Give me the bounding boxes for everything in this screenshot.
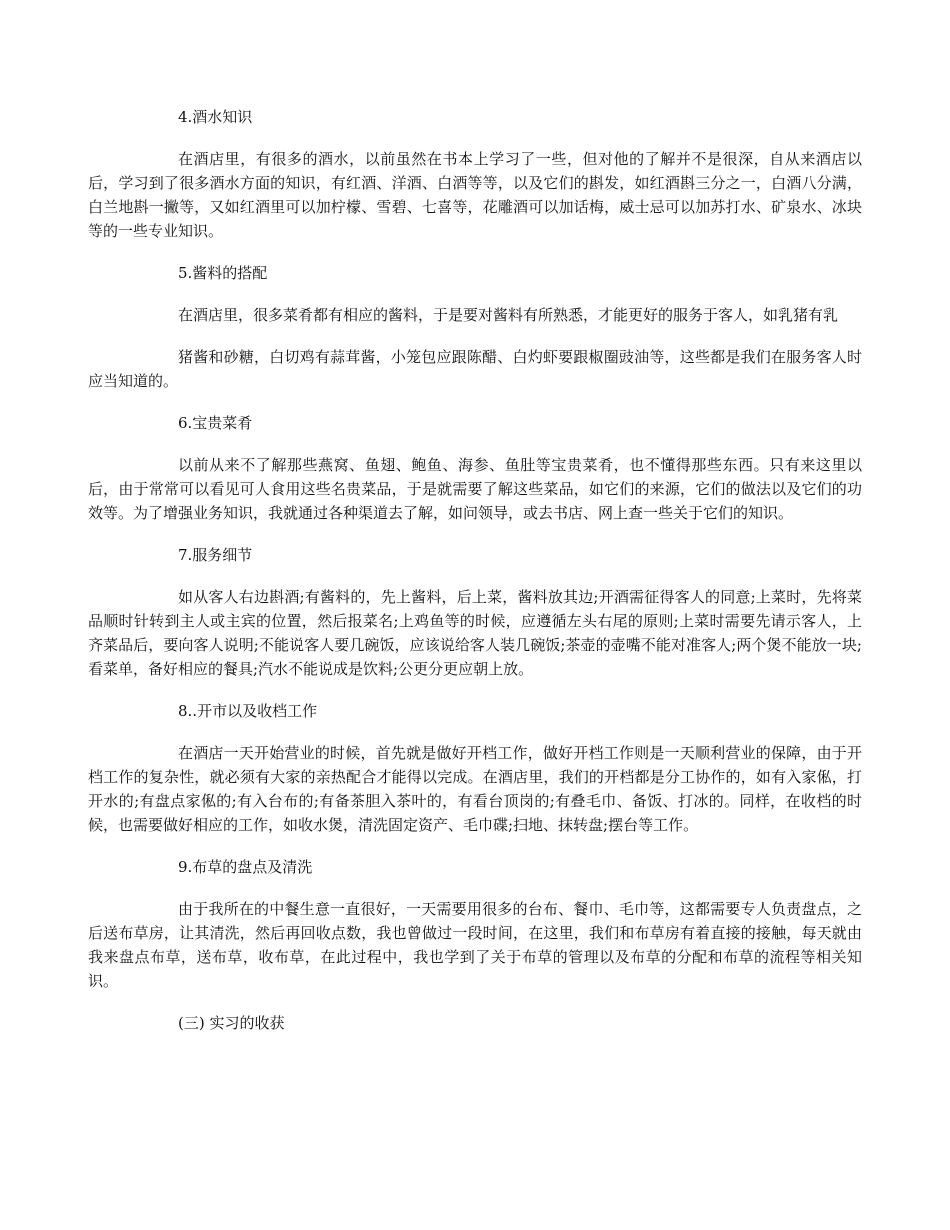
paragraph: 由于我所在的中餐生意一直很好，一天需要用很多的台布、餐巾、毛巾等，这都需要专人负责盘点，之后送布草房，让其清洗，然后再回收点数，我也曾做过一段时间，在这里，我们和布草房有着直接的接触，每天就由我来盘点布草，送布草，收布草，在此过程中，我也学到了关于布草的管理以及布草的分配和布草的流程等相关知识。 bbox=[88, 900, 862, 990]
paragraph: 在酒店一天开始营业的时候，首先就是做好开档工作，做好开档工作则是一天顺利营业的保障，由于开档工作的复杂性，就必须有大家的亲热配合才能得以完成。在酒店里，我们的开档都是分工协作的，如有入家俬，打开水的;有盘点家俬的;有入台布的;有备茶胆入茶叶的，有看台顶岗的;有叠毛巾、备饭、打冰的。同样，在收档的时候，也需要做好相应的工作，如收水煲，清洗固定资产、毛巾碟;扫地、抹转盘;摆台等工作。 bbox=[88, 744, 862, 834]
section-heading: 6.宝贵菜肴 bbox=[178, 414, 253, 432]
paragraph: 在酒店里，很多菜肴都有相应的酱料，于是要对酱料有所熟悉，才能更好的服务于客人，如乳猪有乳 bbox=[178, 306, 839, 324]
section-heading: (三) 实习的收获 bbox=[178, 1014, 285, 1032]
section-heading: 5.酱料的搭配 bbox=[178, 264, 268, 282]
section-heading: 7.服务细节 bbox=[178, 546, 253, 564]
paragraph: 以前从来不了解那些燕窝、鱼翅、鲍鱼、海参、鱼肚等宝贵菜肴，也不懂得那些东西。只有来这里以后，由于常常可以看见可人食用这些名贵菜品，于是就需要了解这些菜品，如它们的来源，它们的做法以及它们的功效等。为了增强业务知识，我就通过各种渠道去了解，如问领导，或去书店、网上查一些关于它们的知识。 bbox=[88, 456, 862, 522]
paragraph: 在酒店里，有很多的酒水，以前虽然在书本上学习了一些，但对他的了解并不是很深，自从来酒店以后，学习到了很多酒水方面的知识，有红酒、洋酒、白酒等等，以及它们的斟发，如红酒斟三分之一，白酒八分满，白兰地斟一撇等，又如红酒里可以加柠檬、雪碧、七喜等，花雕酒可以加话梅，威士忌可以加苏打水、矿泉水、冰块等的一些专业知识。 bbox=[88, 150, 862, 240]
section-heading: 4.酒水知识 bbox=[178, 108, 253, 126]
section-heading: 8..开市以及收档工作 bbox=[178, 702, 318, 720]
paragraph: 猪酱和砂糖，白切鸡有蒜茸酱，小笼包应跟陈醋、白灼虾要跟椒圈豉油等，这些都是我们在服务客人时应当知道的。 bbox=[88, 348, 862, 390]
document-page bbox=[88, 105, 862, 1053]
paragraph: 如从客人右边斟酒;有酱料的，先上酱料，后上菜，酱料放其边;开酒需征得客人的同意;上菜时，先将菜品顺时针转到主人或主宾的位置，然后报菜名;上鸡鱼等的时候，应遵循左头右尾的原则;上菜时需要先请示客人，上齐菜品后，要向客人说明;不能说客人要几碗饭，应该说给客人装几碗饭;茶壶的壶嘴不能对准客人;两个煲不能放一块;看菜单，备好相应的餐具;汽水不能说成是饮料;公更分更应朝上放。 bbox=[88, 588, 862, 678]
section-heading: 9.布草的盘点及清洗 bbox=[178, 858, 313, 876]
